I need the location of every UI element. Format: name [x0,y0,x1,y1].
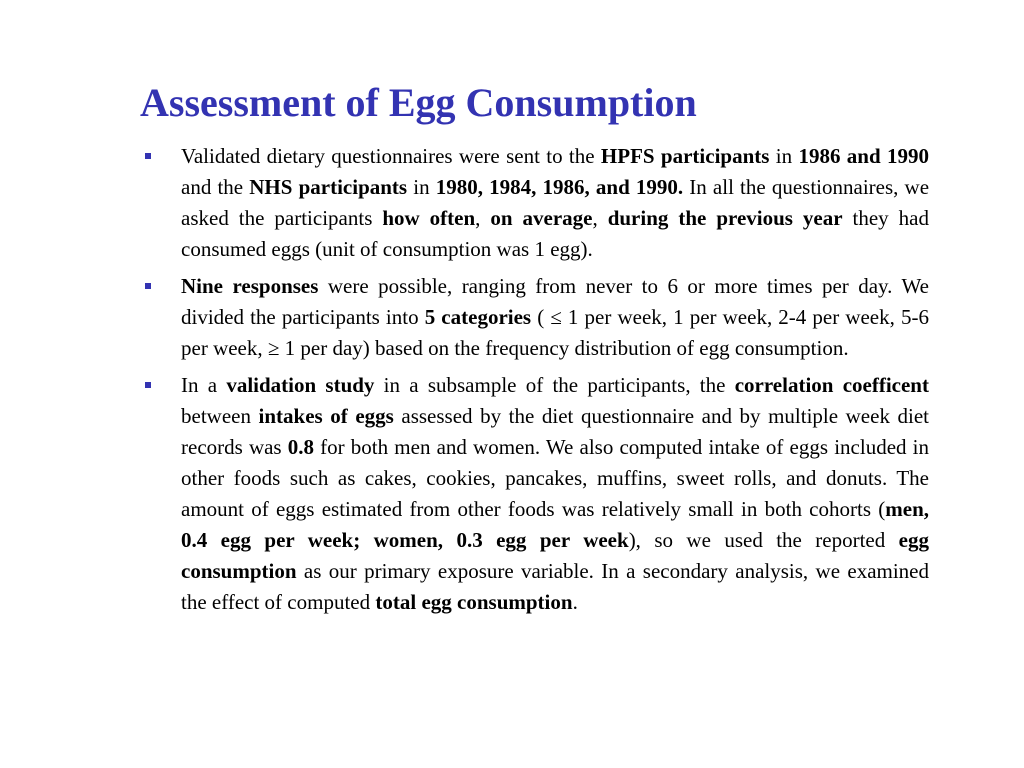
text-segment: between [181,404,259,428]
text-segment: , [592,206,608,230]
bold-text-segment: men, 0.4 egg per week; women, 0.3 egg per week [181,497,929,552]
text-segment: ( ≤ 1 per week, 1 per week, 2-4 per week, 5-6 per week, ≥ 1 per day) based on the frequency distribution of egg consumption. [181,305,929,360]
bullet-list [140,141,929,624]
text-segment: and the [181,175,250,199]
text-segment: In all the questionnaires, we asked the participants [181,175,930,230]
text-segment: were possible, ranging from never to 6 or more times per day. We divided the participants into [181,274,929,329]
bold-text-segment: 1986 and 1990 [798,144,929,168]
bold-text-segment: NHS participants [249,175,408,199]
bullet-text [181,144,929,261]
bold-text-segment: during the previous year [607,206,843,230]
text-segment: ), so we used the reported [628,528,899,552]
text-segment: in [407,175,436,199]
text-segment: as our primary exposure variable. In a secondary analysis, we examined the effect of computed [181,559,929,614]
text-segment: , [475,206,491,230]
bullet-item [140,271,929,364]
bullet-item [140,141,929,265]
bold-text-segment: intakes of eggs [258,404,394,428]
square-bullet-icon [145,283,151,289]
square-bullet-icon [145,382,151,388]
bold-text-segment: 0.8 [287,435,315,459]
bold-text-segment: how often [382,206,476,230]
slide-title: Assessment of Egg Consumption [140,80,697,125]
bold-text-segment: correlation coefficent [734,373,929,397]
bullet-text [181,373,929,614]
text-segment: for both men and women. We also computed intake of eggs included in other foods such as cakes, cookies, pancakes, muffins, sweet rolls, and donuts. The amount of eggs estimated from other foods was relatively small in both cohorts ( [181,435,929,521]
bold-text-segment: HPFS participants [600,144,770,168]
text-segment: in [769,144,799,168]
bold-text-segment: 5 categories [424,305,532,329]
bold-text-segment: 1980, 1984, 1986, and 1990. [435,175,684,199]
bold-text-segment: validation study [226,373,375,397]
square-bullet-icon [145,153,151,159]
bullet-item [140,370,929,618]
text-segment: assessed by the diet questionnaire and by multiple week diet records was [181,404,929,459]
bold-text-segment: on average [490,206,593,230]
bold-text-segment: egg consumption [181,528,929,583]
text-segment: Validated dietary questionnaires were sent to the [181,144,601,168]
text-segment: . [572,590,578,614]
text-segment: In a [181,373,227,397]
text-segment: they had consumed eggs (unit of consumption was 1 egg). [181,206,929,261]
bullet-text [181,274,929,360]
text-segment: in a subsample of the participants, the [374,373,735,397]
bold-text-segment: Nine responses [181,274,319,298]
bold-text-segment: total egg consumption [375,590,573,614]
